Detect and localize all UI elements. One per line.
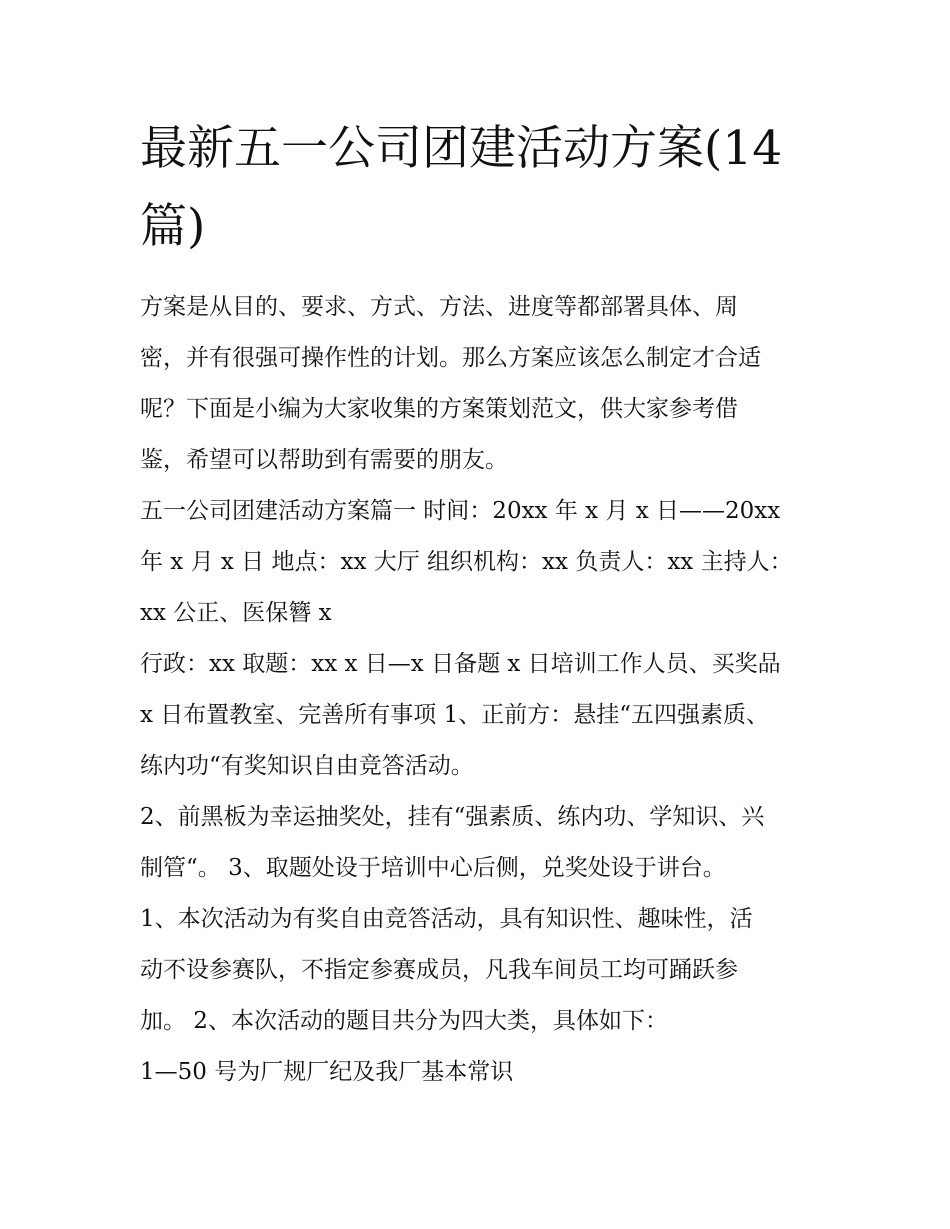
text-line: 1、本次活动为有奖自由竞答活动，具有知识性、趣味性，活 [140,906,753,932]
text-line: x 日布置教室、完善所有事项 1、正前方：悬挂“五四强素质、 [140,702,769,728]
text-line: 五一公司团建活动方案篇一 时间：20xx 年 x 月 x 日——20xx [140,498,781,524]
document-page [140,110,815,1098]
text-line: 行政：xx 取题：xx x 日—x 日备题 x 日培训工作人员、买奖品 [140,651,781,677]
paragraph-activity-rules [140,894,815,1047]
document-title [140,110,815,266]
paragraph-plan-one [140,486,815,639]
text-line: 2、前黑板为幸运抽奖处，挂有“强素质、练内功、学知识、兴 [140,804,765,830]
text-line: 动不设参赛队，不指定参赛成员，凡我车间员工均可踊跃参 [140,957,738,983]
text-line: 鉴，希望可以帮助到有需要的朋友。 [140,447,508,473]
text-line: 练内功“有奖知识自由竞答活动。 [140,753,474,779]
paragraph-intro [140,282,815,486]
text-line: 1—50 号为厂规厂纪及我厂基本常识 [140,1059,514,1085]
text-line: 年 x 月 x 日 地点：xx 大厅 组织机构：xx 负责人：xx 主持人： [140,549,793,575]
text-line: 密，并有很强可操作性的计划。那么方案应该怎么制定才合适 [140,345,761,371]
text-line: 方案是从目的、要求、方式、方法、进度等都部署具体、周 [140,294,738,320]
title-line-1: 最新五一公司团建活动方案(14 [140,121,783,176]
paragraph-question-range [140,1047,815,1098]
title-line-2: 篇) [140,199,206,254]
text-line: 呢？下面是小编为大家收集的方案策划范文，供大家参考借 [140,396,738,422]
paragraph-blackboard [140,792,815,894]
text-line: 加。 2、本次活动的题目共分为四大类，具体如下： [140,1008,668,1034]
paragraph-admin [140,639,815,792]
text-line: xx 公正、医保簪 x [140,600,332,626]
text-line: 制管“。 3、取题处设于培训中心后侧，兑奖处设于讲台。 [140,855,726,881]
